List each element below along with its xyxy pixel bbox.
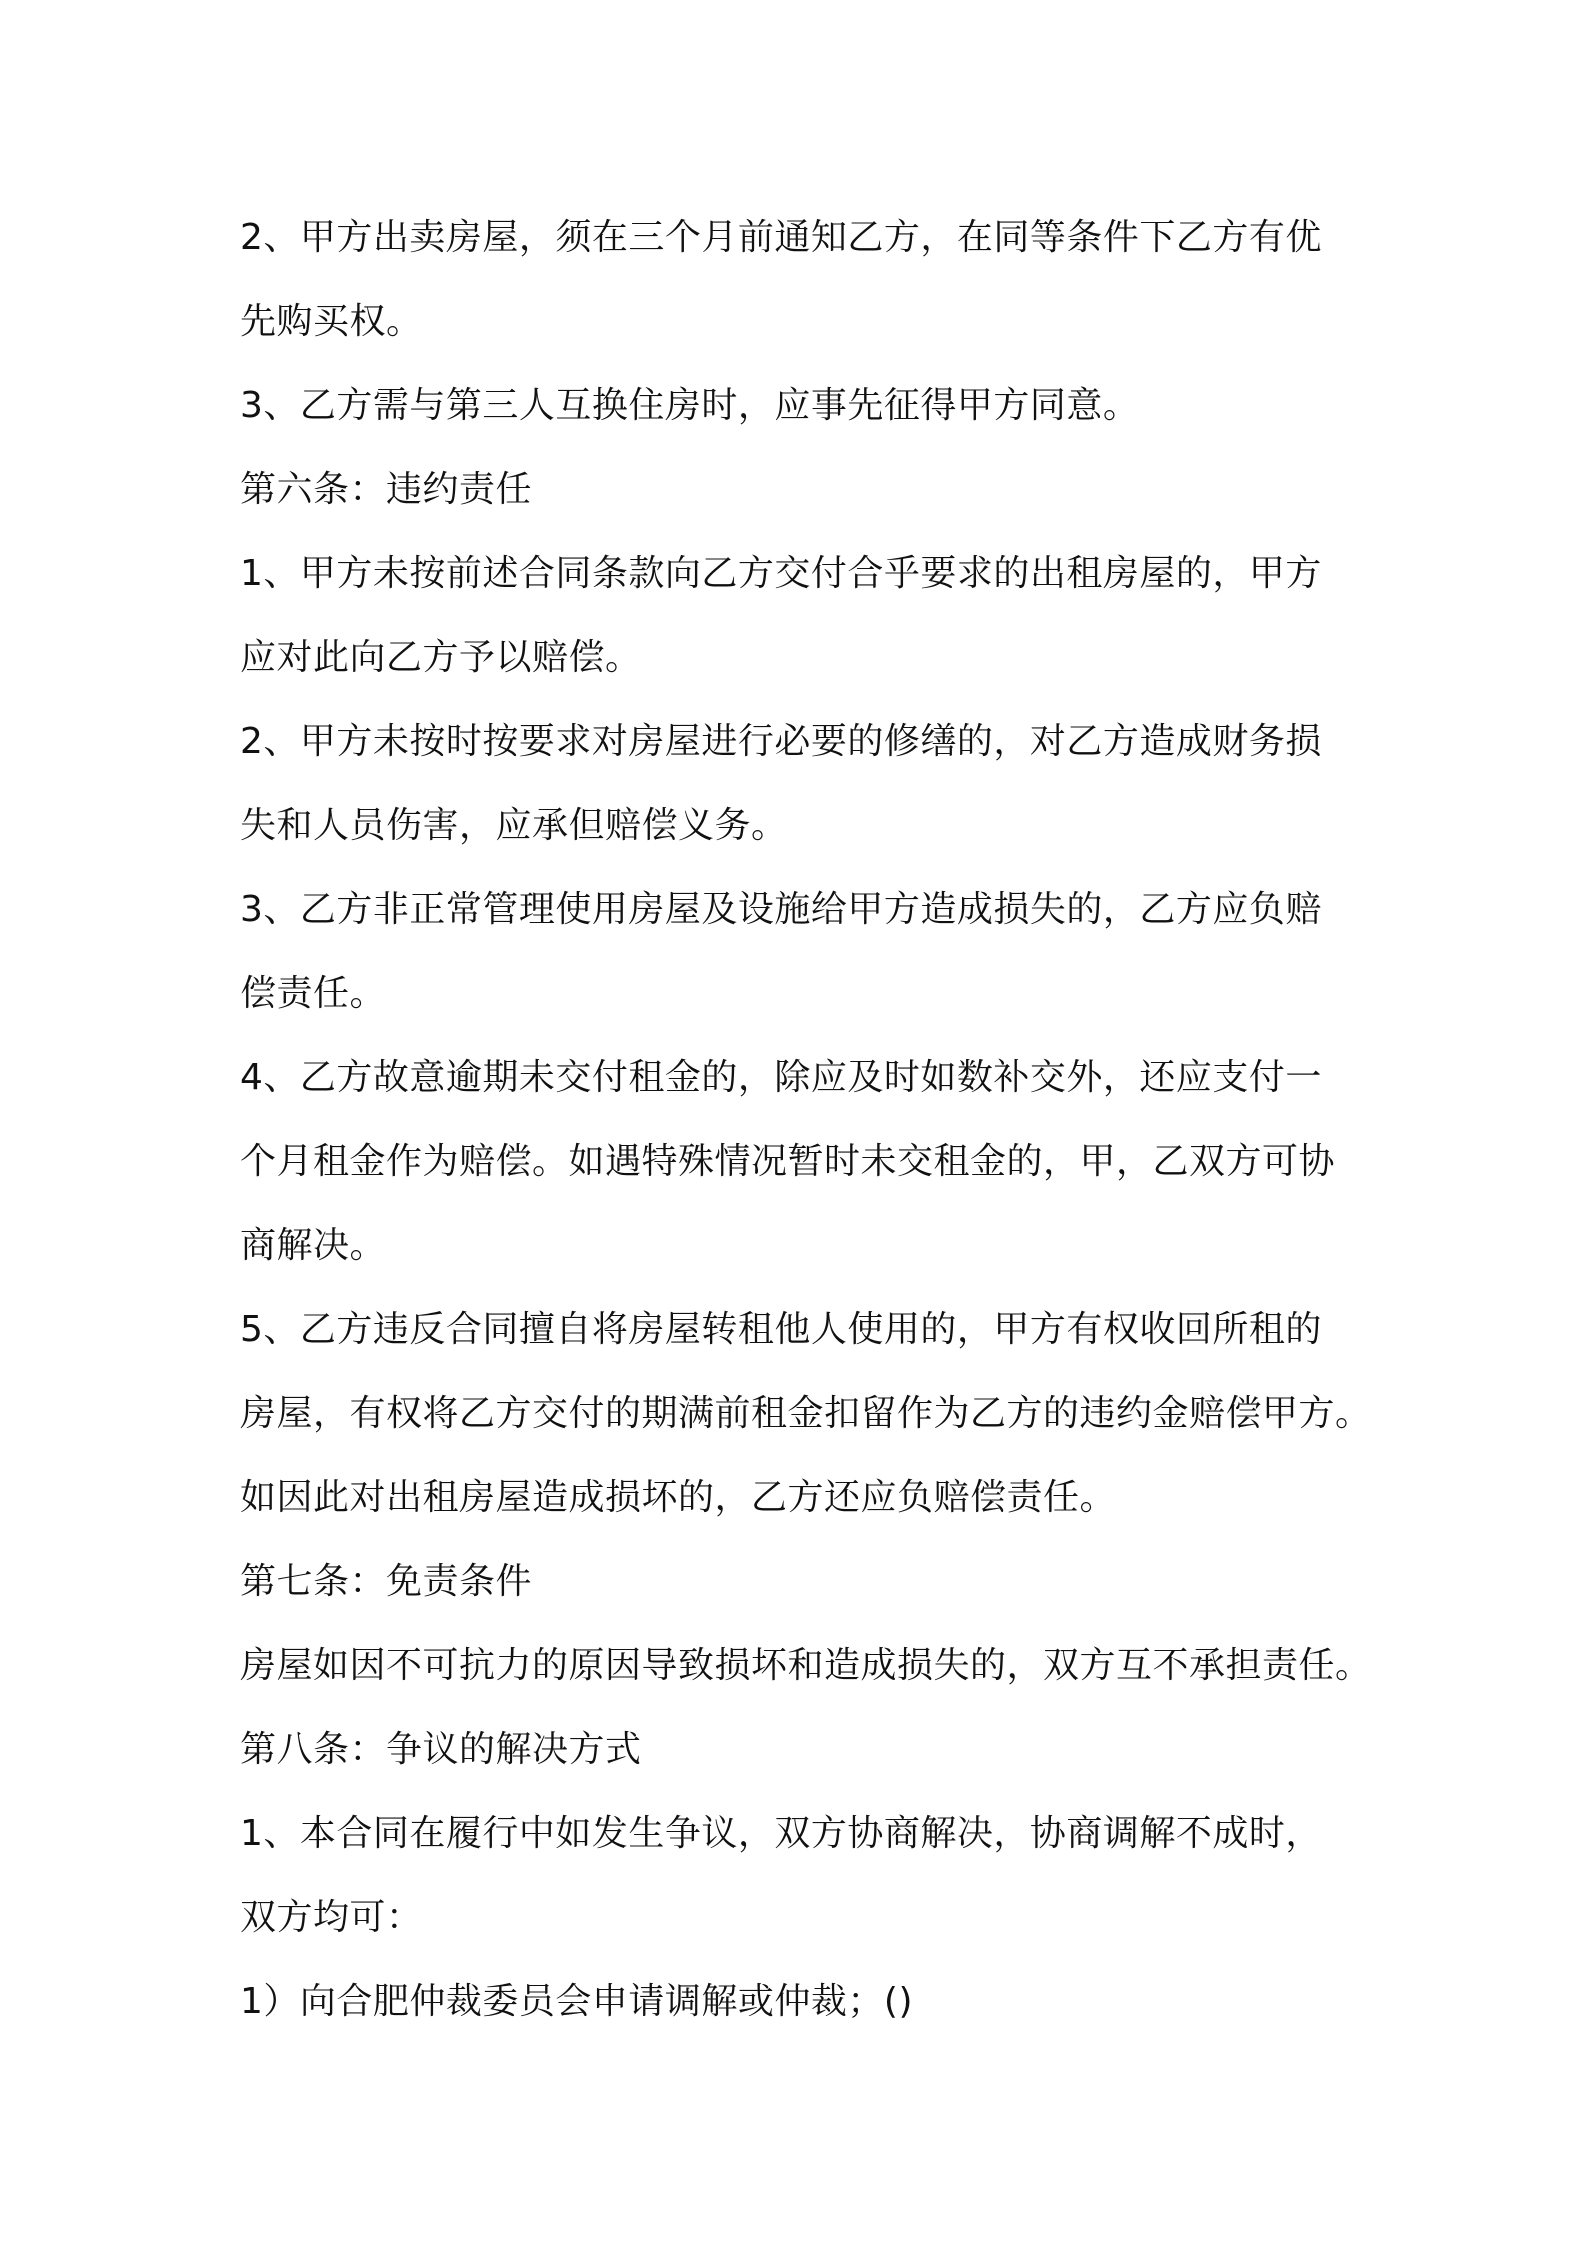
text-line: 应对此向乙方予以赔偿。 — [240, 637, 642, 678]
text-line: 2、甲方出卖房屋，须在三个月前通知乙方，在同等条件下乙方有优 — [240, 217, 1322, 258]
section-heading: 第六条：违约责任 — [240, 469, 533, 510]
text-line: 1、甲方未按前述合同条款向乙方交付合乎要求的出租房屋的，甲方 — [240, 553, 1322, 594]
section-heading: 第八条：争议的解决方式 — [240, 1729, 642, 1770]
text-line: 先购买权。 — [240, 301, 423, 342]
text-line: 1）向合肥仲裁委员会申请调解或仲裁；() — [240, 1981, 913, 2022]
text-line: 房屋，有权将乙方交付的期满前租金扣留作为乙方的违约金赔偿甲方。 — [240, 1393, 1372, 1434]
text-line: 商解决。 — [240, 1225, 387, 1266]
section-heading: 第七条：免责条件 — [240, 1561, 533, 1602]
text-line: 3、乙方非正常管理使用房屋及设施给甲方造成损失的，乙方应负赔 — [240, 889, 1322, 930]
text-line: 失和人员伤害，应承但赔偿义务。 — [240, 805, 788, 846]
text-line: 4、乙方故意逾期未交付租金的，除应及时如数补交外，还应支付一 — [240, 1057, 1322, 1098]
document-body — [240, 196, 1390, 2044]
text-line: 房屋如因不可抗力的原因导致损坏和造成损失的，双方互不承担责任。 — [240, 1645, 1372, 1686]
text-line: 个月租金作为赔偿。如遇特殊情况暂时未交租金的，甲，乙双方可协 — [240, 1141, 1336, 1182]
text-line: 如因此对出租房屋造成损坏的，乙方还应负赔偿责任。 — [240, 1477, 1117, 1518]
text-line: 1、本合同在履行中如发生争议，双方协商解决，协商调解不成时， — [240, 1813, 1322, 1854]
text-line: 2、甲方未按时按要求对房屋进行必要的修缮的，对乙方造成财务损 — [240, 721, 1322, 762]
text-line: 3、乙方需与第三人互换住房时，应事先征得甲方同意。 — [240, 385, 1140, 426]
text-line: 偿责任。 — [240, 973, 387, 1014]
text-line: 双方均可： — [240, 1897, 423, 1938]
text-line: 5、乙方违反合同擅自将房屋转租他人使用的，甲方有权收回所租的 — [240, 1309, 1322, 1350]
